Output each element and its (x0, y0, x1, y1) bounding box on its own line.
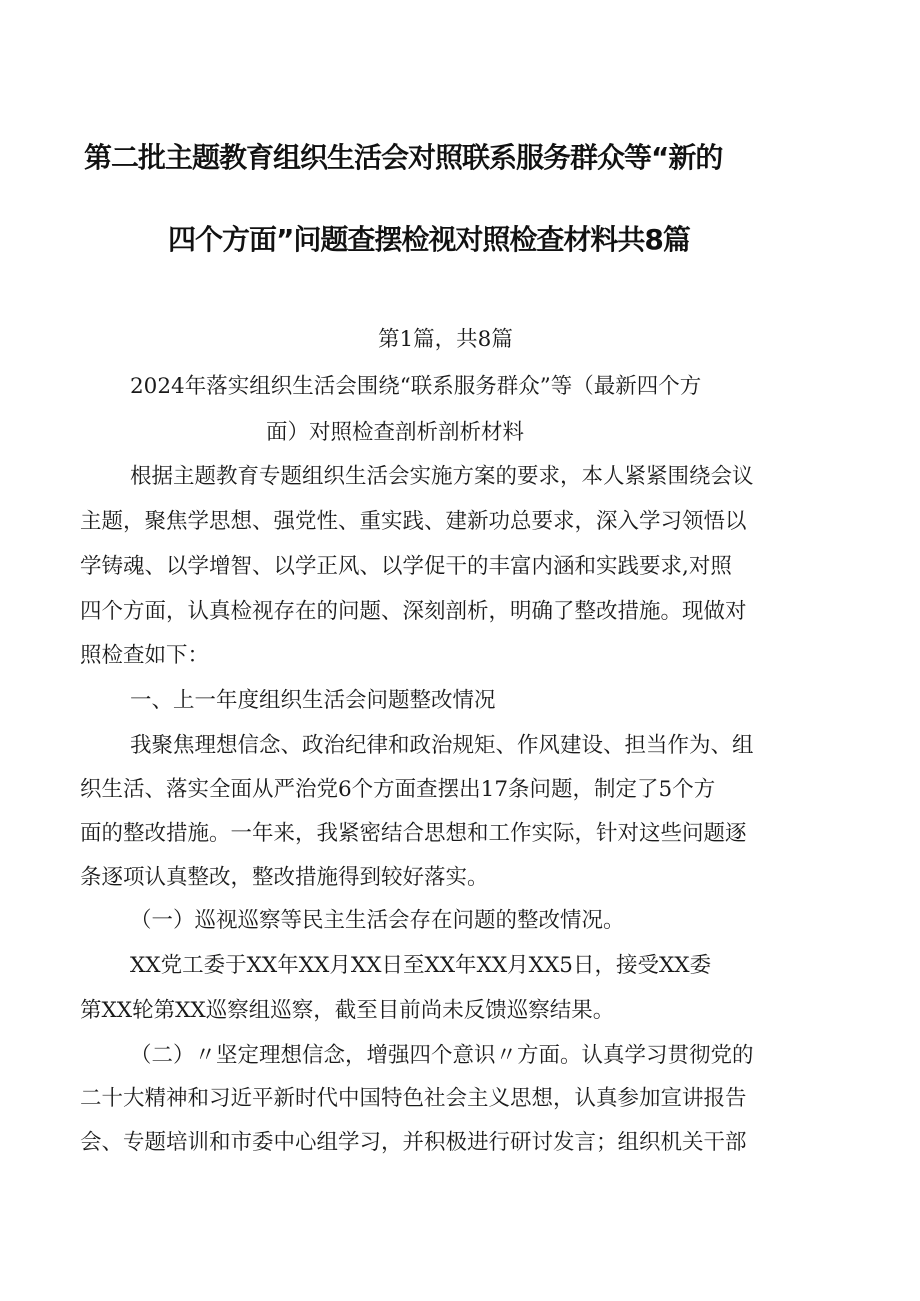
intro-paragraph-line: 四个方面，认真检视存在的问题、深刻剖析，明确了整改措施。现做对 (80, 599, 747, 624)
intro-paragraph-line: 根据主题教育专题组织生活会实施方案的要求，本人紧紧围绕会议 (130, 464, 754, 489)
subsection-1-paragraph-line: 第XX轮第XX巡察组巡察，截至目前尚未反馈巡察结果。 (80, 998, 615, 1023)
intro-paragraph-line: 主题，聚焦学思想、强党性、重实践、建新功总要求，深入学习领悟以 (80, 509, 747, 534)
document-title-line-1: 第二批主题教育组织生活会对照联系服务群众等“新的 (84, 141, 723, 174)
subsection-2-paragraph-line: 会、专题培训和市委中心组学习，并积极进行研讨发言；组织机关干部 (80, 1130, 747, 1155)
intro-paragraph-line: 学铸魂、以学增智、以学正风、以学促干的丰富内涵和实践要求,对照 (80, 554, 732, 579)
subsection-1-heading: （一）巡视巡察等民主生活会存在问题的整改情况。 (130, 908, 625, 933)
section-1-paragraph-line: 条逐项认真整改，整改措施得到较好落实。 (80, 865, 489, 890)
section-1-paragraph-line: 我聚焦理想信念、政治纪律和政治规矩、作风建设、担当作为、组 (130, 733, 754, 758)
section-1-paragraph-line: 面的整改措施。一年来，我紧密结合思想和工作实际，针对这些问题逐 (80, 821, 747, 846)
document-title-line-2: 四个方面”问题查摆检视对照检查材料共8篇 (168, 223, 690, 256)
subtitle-line-1: 2024年落实组织生活会围绕“联系服务群众”等（最新四个方 (130, 374, 702, 399)
intro-paragraph-line: 照检查如下： (80, 643, 210, 668)
subsection-1-paragraph-line: XX党工委于XX年XX月XX日至XX年XX月XX5日，接受XX委 (130, 953, 712, 978)
section-1-paragraph-line: 织生活、落实全面从严治党6个方面查摆出17条问题，制定了5个方 (80, 777, 716, 802)
subsection-2-paragraph-line: （二）〃坚定理想信念，增强四个意识〃方面。认真学习贯彻党的 (130, 1043, 754, 1068)
subtitle-line-2: 面）对照检查剖析剖析材料 (266, 420, 525, 445)
part-indicator: 第1篇，共8篇 (378, 327, 513, 352)
subsection-2-paragraph-line: 二十大精神和习近平新时代中国特色社会主义思想，认真参加宣讲报告 (80, 1086, 747, 1111)
section-1-heading: 一、上一年度组织生活会问题整改情况 (130, 688, 496, 713)
